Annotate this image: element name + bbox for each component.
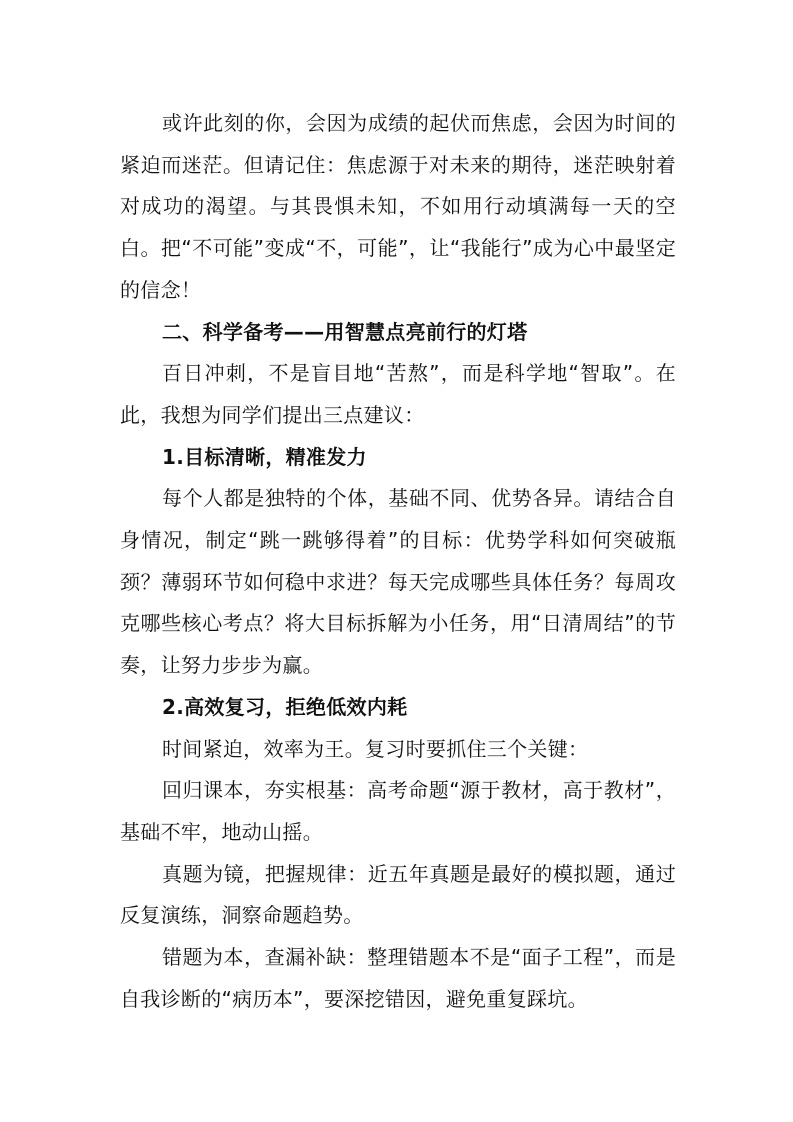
paragraph-anxiety-encouragement: 或许此刻的你，会因为成绩的起伏而焦虑，会因为时间的紧迫而迷茫。但请记住：焦虑源于对未来的期待，迷茫映射着对成功的渴望。与其畏惧未知，不如用行动填满每一天的空白。把“不可能”变成“不，可能”，让“我能行”成为心中最坚定的信念！ [120,111,676,302]
paragraph-goal-setting: 每个人都是独特的个体，基础不同、优势各异。请结合自身情况，制定“跳一跳够得着”的目标：优势学科如何突破瓶颈？薄弱环节如何稳中求进？每天完成哪些具体任务？每周攻克哪些核心考点？将大目标拆解为小任务，用“日清周结”的节奏，让努力步步为赢。 [120,486,676,678]
document-body [120,103,676,1020]
paragraph-error-notebook: 错题为本，查漏补缺：整理错题本不是“面子工程”，而是自我诊断的“病历本”，要深挖错因，避免重复踩坑。 [120,945,676,1011]
subheading-clear-goals: 1.目标清晰，精准发力 [162,444,367,469]
paragraph-textbook-basics: 回归课本，夯实根基：高考命题“源于教材，高于教材”，基础不牢，地动山摇。 [120,778,676,844]
paragraph-review-keys-intro: 时间紧迫，效率为王。复习时要抓住三个关键： [162,736,589,761]
subheading-efficient-review: 2.高效复习，拒绝低效内耗 [162,694,408,719]
paragraph-intro-suggestions: 百日冲刺，不是盲目地“苦熬”，而是科学地“智取”。在此，我想为同学们提出三点建议： [120,361,676,427]
paragraph-past-exams: 真题为镜，把握规律：近五年真题是最好的模拟题，通过反复演练，洞察命题趋势。 [120,861,676,928]
section-heading-scientific-preparation: 二、科学备考——用智慧点亮前行的灯塔 [162,319,528,344]
